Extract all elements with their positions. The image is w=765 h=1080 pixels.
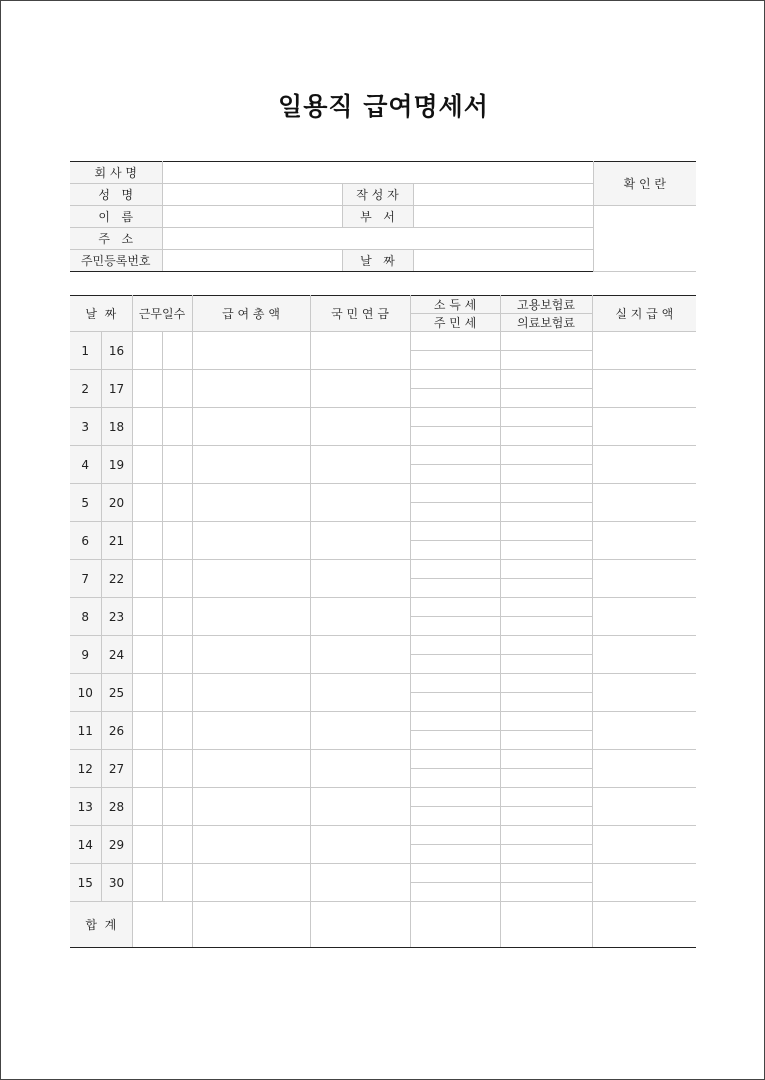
resident-tax-cell[interactable]: [410, 807, 500, 826]
gross-pay-cell[interactable]: [192, 826, 310, 864]
health-insurance-cell[interactable]: [500, 845, 592, 864]
workdays-cell-b[interactable]: [162, 408, 192, 446]
gross-pay-cell[interactable]: [192, 408, 310, 446]
header-health-insurance: 의료보험료: [500, 314, 592, 332]
workdays-cell-b[interactable]: [162, 446, 192, 484]
workdays-cell-b[interactable]: [162, 712, 192, 750]
net-pay-cell[interactable]: [592, 408, 696, 446]
header-employment-insurance: 고용보험료: [500, 296, 592, 314]
resident-tax-cell[interactable]: [410, 731, 500, 750]
workdays-cell-b[interactable]: [162, 560, 192, 598]
table-row: [70, 674, 696, 693]
day-number-second-half: 16: [101, 332, 132, 370]
day-number-second-half: 22: [101, 560, 132, 598]
employment-insurance-cell[interactable]: [500, 484, 592, 503]
health-insurance-cell[interactable]: [500, 731, 592, 750]
national-pension-cell[interactable]: [310, 712, 410, 750]
table-row: [70, 560, 696, 579]
health-insurance-cell[interactable]: [500, 351, 592, 370]
day-number-first-half: 4: [70, 446, 101, 484]
payroll-table: [70, 295, 696, 948]
income-tax-cell[interactable]: [410, 864, 500, 883]
health-insurance-cell[interactable]: [500, 389, 592, 408]
gross-pay-cell[interactable]: [192, 446, 310, 484]
rrn-value[interactable]: [162, 250, 342, 272]
workdays-cell-a[interactable]: [132, 522, 162, 560]
header-income-tax: 소 득 세: [410, 296, 500, 314]
fullname-value[interactable]: [162, 206, 342, 228]
day-number-first-half: 6: [70, 522, 101, 560]
name-value[interactable]: [162, 184, 342, 206]
day-number-second-half: 28: [101, 788, 132, 826]
table-row: [70, 712, 696, 731]
table-row: [70, 750, 696, 769]
employment-insurance-cell[interactable]: [500, 864, 592, 883]
health-insurance-cell[interactable]: [500, 617, 592, 636]
resident-tax-cell[interactable]: [410, 883, 500, 902]
day-number-first-half: 8: [70, 598, 101, 636]
health-insurance-cell[interactable]: [500, 693, 592, 712]
health-insurance-cell[interactable]: [500, 579, 592, 598]
address-value[interactable]: [162, 228, 593, 250]
employment-insurance-cell[interactable]: [500, 598, 592, 617]
dept-value[interactable]: [413, 206, 593, 228]
national-pension-cell[interactable]: [310, 636, 410, 674]
table-row: [70, 826, 696, 845]
resident-tax-cell[interactable]: [410, 351, 500, 370]
income-tax-cell[interactable]: [410, 788, 500, 807]
net-pay-cell[interactable]: [592, 750, 696, 788]
income-tax-cell[interactable]: [410, 674, 500, 693]
total-national-pension[interactable]: [310, 902, 410, 948]
national-pension-cell[interactable]: [310, 332, 410, 370]
writer-label: 작 성 자: [342, 184, 413, 206]
table-row: [70, 598, 696, 617]
day-number-second-half: 30: [101, 864, 132, 902]
table-row: [70, 446, 696, 465]
national-pension-cell[interactable]: [310, 788, 410, 826]
gross-pay-cell[interactable]: [192, 712, 310, 750]
resident-tax-cell[interactable]: [410, 389, 500, 408]
workdays-cell-a[interactable]: [132, 826, 162, 864]
header-resident-tax: 주 민 세: [410, 314, 500, 332]
day-number-first-half: 3: [70, 408, 101, 446]
income-tax-cell[interactable]: [410, 560, 500, 579]
income-tax-cell[interactable]: [410, 598, 500, 617]
day-number-second-half: 19: [101, 446, 132, 484]
net-pay-cell[interactable]: [592, 522, 696, 560]
health-insurance-cell[interactable]: [500, 427, 592, 446]
employment-insurance-cell[interactable]: [500, 712, 592, 731]
table-row: [70, 788, 696, 807]
workdays-cell-b[interactable]: [162, 370, 192, 408]
income-tax-cell[interactable]: [410, 522, 500, 541]
total-income-tax[interactable]: [410, 902, 500, 948]
resident-tax-cell[interactable]: [410, 427, 500, 446]
resident-tax-cell[interactable]: [410, 465, 500, 484]
day-number-first-half: 9: [70, 636, 101, 674]
income-tax-cell[interactable]: [410, 370, 500, 389]
day-number-second-half: 17: [101, 370, 132, 408]
company-value[interactable]: [162, 162, 593, 184]
income-tax-cell[interactable]: [410, 636, 500, 655]
day-number-second-half: 20: [101, 484, 132, 522]
total-label: 합 계: [70, 902, 132, 948]
net-pay-cell[interactable]: [592, 712, 696, 750]
gross-pay-cell[interactable]: [192, 636, 310, 674]
employment-insurance-cell[interactable]: [500, 408, 592, 427]
confirm-signature-box[interactable]: [593, 206, 696, 272]
employee-info-table: [70, 161, 696, 272]
employment-insurance-cell[interactable]: [500, 636, 592, 655]
income-tax-cell[interactable]: [410, 446, 500, 465]
page-title: 일용직 급여명세서: [278, 92, 489, 121]
gross-pay-cell[interactable]: [192, 370, 310, 408]
workdays-cell-a[interactable]: [132, 560, 162, 598]
gross-pay-cell[interactable]: [192, 598, 310, 636]
total-workdays[interactable]: [132, 902, 192, 948]
day-number-first-half: 2: [70, 370, 101, 408]
address-label: 주 소: [70, 228, 162, 250]
header-gross-pay: 급 여 총 액: [192, 296, 310, 332]
header-workdays: 근무일수: [132, 296, 192, 332]
resident-tax-cell[interactable]: [410, 769, 500, 788]
gross-pay-cell[interactable]: [192, 560, 310, 598]
total-row: [70, 902, 696, 948]
date-label: 날 짜: [342, 250, 413, 272]
table-row: [70, 522, 696, 541]
day-number-second-half: 23: [101, 598, 132, 636]
table-row: [70, 484, 696, 503]
gross-pay-cell[interactable]: [192, 332, 310, 370]
day-number-first-half: 14: [70, 826, 101, 864]
table-row: [70, 332, 696, 351]
workdays-cell-a[interactable]: [132, 712, 162, 750]
workdays-cell-b[interactable]: [162, 484, 192, 522]
national-pension-cell[interactable]: [310, 446, 410, 484]
day-number-first-half: 7: [70, 560, 101, 598]
gross-pay-cell[interactable]: [192, 484, 310, 522]
health-insurance-cell[interactable]: [500, 655, 592, 674]
workdays-cell-b[interactable]: [162, 636, 192, 674]
resident-tax-cell[interactable]: [410, 617, 500, 636]
workdays-cell-b[interactable]: [162, 674, 192, 712]
table-row: [70, 408, 696, 427]
dept-label: 부 서: [342, 206, 413, 228]
employment-insurance-cell[interactable]: [500, 788, 592, 807]
day-number-first-half: 15: [70, 864, 101, 902]
confirm-label: 확 인 란: [593, 162, 696, 206]
day-number-first-half: 1: [70, 332, 101, 370]
total-gross-pay[interactable]: [192, 902, 310, 948]
workdays-cell-b[interactable]: [162, 864, 192, 902]
income-tax-cell[interactable]: [410, 408, 500, 427]
rrn-label: 주민등록번호: [70, 250, 162, 272]
workdays-cell-b[interactable]: [162, 332, 192, 370]
net-pay-cell[interactable]: [592, 864, 696, 902]
resident-tax-cell[interactable]: [410, 655, 500, 674]
gross-pay-cell[interactable]: [192, 522, 310, 560]
workdays-cell-a[interactable]: [132, 636, 162, 674]
employment-insurance-cell[interactable]: [500, 332, 592, 351]
gross-pay-cell[interactable]: [192, 750, 310, 788]
company-label: 회 사 명: [70, 162, 162, 184]
workdays-cell-b[interactable]: [162, 522, 192, 560]
day-number-first-half: 13: [70, 788, 101, 826]
workdays-cell-a[interactable]: [132, 750, 162, 788]
net-pay-cell[interactable]: [592, 332, 696, 370]
health-insurance-cell[interactable]: [500, 465, 592, 484]
day-number-first-half: 11: [70, 712, 101, 750]
income-tax-cell[interactable]: [410, 712, 500, 731]
net-pay-cell[interactable]: [592, 788, 696, 826]
national-pension-cell[interactable]: [310, 826, 410, 864]
national-pension-cell[interactable]: [310, 560, 410, 598]
day-number-second-half: 24: [101, 636, 132, 674]
net-pay-cell[interactable]: [592, 598, 696, 636]
workdays-cell-b[interactable]: [162, 826, 192, 864]
gross-pay-cell[interactable]: [192, 864, 310, 902]
header-net-pay: 실 지 급 액: [592, 296, 696, 332]
workdays-cell-a[interactable]: [132, 598, 162, 636]
workdays-cell-b[interactable]: [162, 750, 192, 788]
net-pay-cell[interactable]: [592, 674, 696, 712]
day-number-first-half: 10: [70, 674, 101, 712]
workdays-cell-a[interactable]: [132, 788, 162, 826]
day-number-second-half: 25: [101, 674, 132, 712]
national-pension-cell[interactable]: [310, 522, 410, 560]
national-pension-cell[interactable]: [310, 674, 410, 712]
workdays-cell-b[interactable]: [162, 788, 192, 826]
net-pay-cell[interactable]: [592, 446, 696, 484]
table-row: [70, 864, 696, 883]
day-number-first-half: 12: [70, 750, 101, 788]
day-number-second-half: 26: [101, 712, 132, 750]
health-insurance-cell[interactable]: [500, 503, 592, 522]
employment-insurance-cell[interactable]: [500, 674, 592, 693]
net-pay-cell[interactable]: [592, 370, 696, 408]
national-pension-cell[interactable]: [310, 598, 410, 636]
health-insurance-cell[interactable]: [500, 769, 592, 788]
national-pension-cell[interactable]: [310, 484, 410, 522]
health-insurance-cell[interactable]: [500, 883, 592, 902]
national-pension-cell[interactable]: [310, 750, 410, 788]
fullname-label: 이 름: [70, 206, 162, 228]
total-employment-insurance[interactable]: [500, 902, 592, 948]
employment-insurance-cell[interactable]: [500, 522, 592, 541]
writer-value[interactable]: [413, 184, 593, 206]
workdays-cell-b[interactable]: [162, 598, 192, 636]
resident-tax-cell[interactable]: [410, 541, 500, 560]
day-number-second-half: 18: [101, 408, 132, 446]
workdays-cell-a[interactable]: [132, 332, 162, 370]
health-insurance-cell[interactable]: [500, 541, 592, 560]
workdays-cell-a[interactable]: [132, 446, 162, 484]
national-pension-cell[interactable]: [310, 408, 410, 446]
income-tax-cell[interactable]: [410, 484, 500, 503]
resident-tax-cell[interactable]: [410, 845, 500, 864]
national-pension-cell[interactable]: [310, 864, 410, 902]
workdays-cell-a[interactable]: [132, 484, 162, 522]
gross-pay-cell[interactable]: [192, 674, 310, 712]
header-date: 날 짜: [70, 296, 132, 332]
day-number-second-half: 21: [101, 522, 132, 560]
table-row: [70, 370, 696, 389]
employment-insurance-cell[interactable]: [500, 446, 592, 465]
income-tax-cell[interactable]: [410, 332, 500, 351]
total-net-pay[interactable]: [592, 902, 696, 948]
workdays-cell-a[interactable]: [132, 408, 162, 446]
table-row: [70, 636, 696, 655]
name-label: 성 명: [70, 184, 162, 206]
income-tax-cell[interactable]: [410, 750, 500, 769]
net-pay-cell[interactable]: [592, 484, 696, 522]
net-pay-cell[interactable]: [592, 826, 696, 864]
header-national-pension: 국 민 연 금: [310, 296, 410, 332]
employment-insurance-cell[interactable]: [500, 750, 592, 769]
net-pay-cell[interactable]: [592, 636, 696, 674]
employment-insurance-cell[interactable]: [500, 370, 592, 389]
net-pay-cell[interactable]: [592, 560, 696, 598]
resident-tax-cell[interactable]: [410, 693, 500, 712]
day-number-first-half: 5: [70, 484, 101, 522]
workdays-cell-a[interactable]: [132, 864, 162, 902]
resident-tax-cell[interactable]: [410, 579, 500, 598]
national-pension-cell[interactable]: [310, 370, 410, 408]
workdays-cell-a[interactable]: [132, 674, 162, 712]
gross-pay-cell[interactable]: [192, 788, 310, 826]
employment-insurance-cell[interactable]: [500, 560, 592, 579]
date-value[interactable]: [413, 250, 593, 272]
day-number-second-half: 27: [101, 750, 132, 788]
day-number-second-half: 29: [101, 826, 132, 864]
income-tax-cell[interactable]: [410, 826, 500, 845]
health-insurance-cell[interactable]: [500, 807, 592, 826]
workdays-cell-a[interactable]: [132, 370, 162, 408]
employment-insurance-cell[interactable]: [500, 826, 592, 845]
resident-tax-cell[interactable]: [410, 503, 500, 522]
